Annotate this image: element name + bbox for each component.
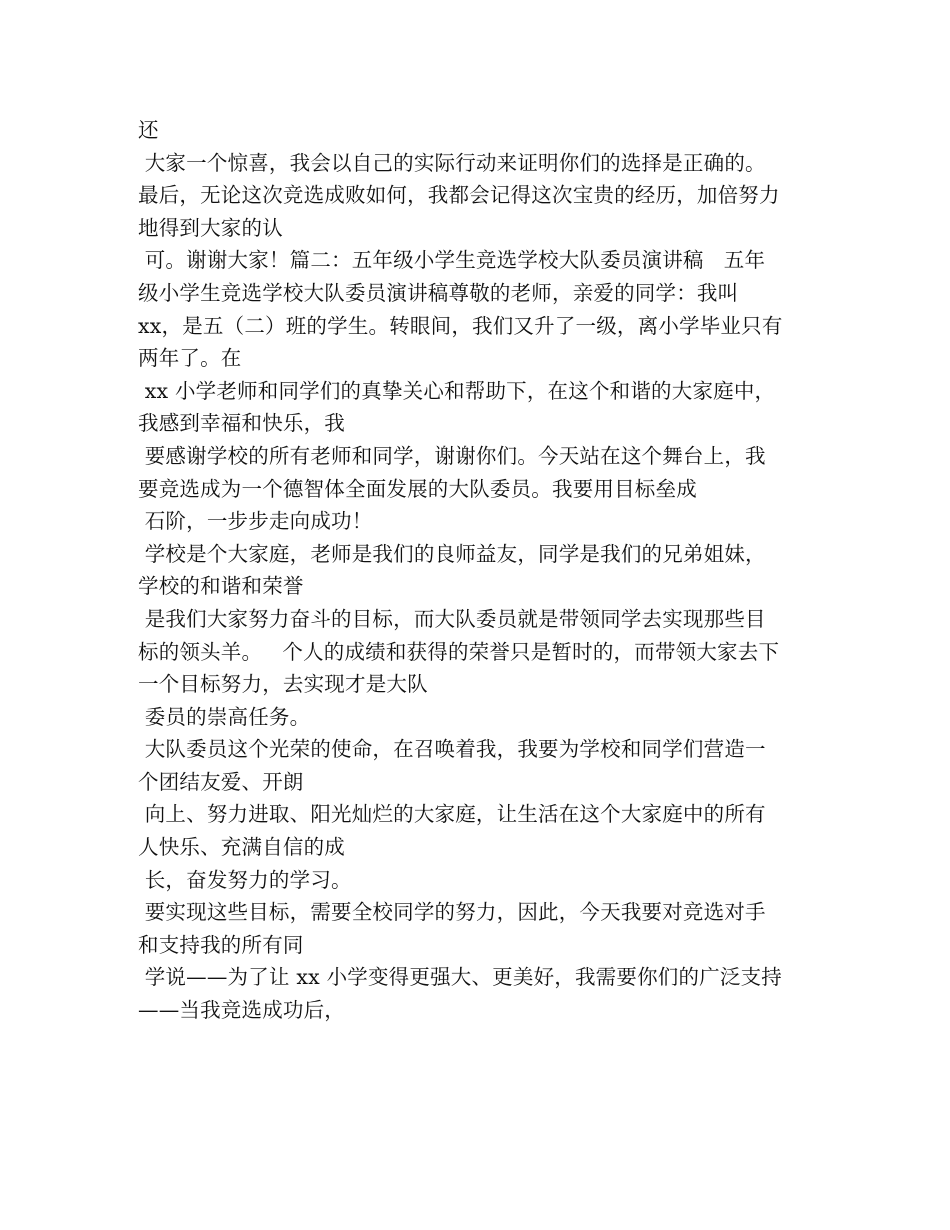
text-line: xx 小学老师和同学们的真挚关心和帮助下，在这个和谐的大家庭中，	[138, 378, 776, 403]
text-line: 两年了。在	[138, 346, 242, 371]
text-line: 可。谢谢大家！篇二：五年级小学生竞选学校大队委员演讲稿 五年	[138, 248, 766, 273]
text-line: ——当我竞选成功后，	[138, 998, 345, 1023]
text-line: 是我们大家努力奋斗的目标，而大队委员就是带领同学去实现那些目	[138, 606, 766, 631]
text-line: 最后，无论这次竞选成败如何，我都会记得这次宝贵的经历，加倍努力	[138, 183, 780, 208]
text-line: 学校是个大家庭，老师是我们的良师益友，同学是我们的兄弟姐妹，	[138, 541, 766, 566]
text-line: 人快乐、充满自信的成	[138, 835, 345, 860]
text-line: xx，是五（二）班的学生。转眼间，我们又升了一级，离小学毕业只有	[138, 313, 783, 338]
text-line: 地得到大家的认	[138, 215, 283, 240]
text-line: 还	[138, 118, 159, 142]
text-line: 级小学生竞选学校大队委员演讲稿尊敬的老师，亲爱的同学：我叫	[138, 280, 739, 305]
text-line: 一个目标努力，去实现才是大队	[138, 672, 428, 697]
text-line: 要感谢学校的所有老师和同学，谢谢你们。今天站在这个舞台上，我	[138, 443, 766, 468]
document-body	[138, 114, 818, 1027]
text-line: 要竞选成为一个德智体全面发展的大队委员。我要用目标垒成	[138, 476, 697, 501]
text-line: 学说——为了让 xx 小学变得更强大、更美好，我需要你们的广泛支持	[138, 965, 782, 990]
text-line: 我感到幸福和快乐，我	[138, 411, 345, 436]
text-line: 个团结友爱、开朗	[138, 769, 304, 794]
text-line: 标的领头羊。 个人的成绩和获得的荣誉只是暂时的，而带领大家去下	[138, 639, 780, 664]
text-line: 学校的和谐和荣誉	[138, 574, 304, 599]
text-line: 委员的崇高任务。	[138, 704, 311, 729]
text-line: 长，奋发努力的学习。	[138, 867, 352, 892]
text-line: 和支持我的所有同	[138, 932, 304, 957]
text-line: 大家一个惊喜，我会以自己的实际行动来证明你们的选择是正确的。	[138, 150, 766, 175]
text-line: 大队委员这个光荣的使命，在召唤着我，我要为学校和同学们营造一	[138, 737, 766, 762]
text-line: 石阶，一步步走向成功！	[138, 509, 373, 534]
text-line: 向上、努力进取、阳光灿烂的大家庭，让生活在这个大家庭中的所有	[138, 802, 766, 827]
text-line: 要实现这些目标，需要全校同学的努力，因此，今天我要对竞选对手	[138, 900, 766, 925]
